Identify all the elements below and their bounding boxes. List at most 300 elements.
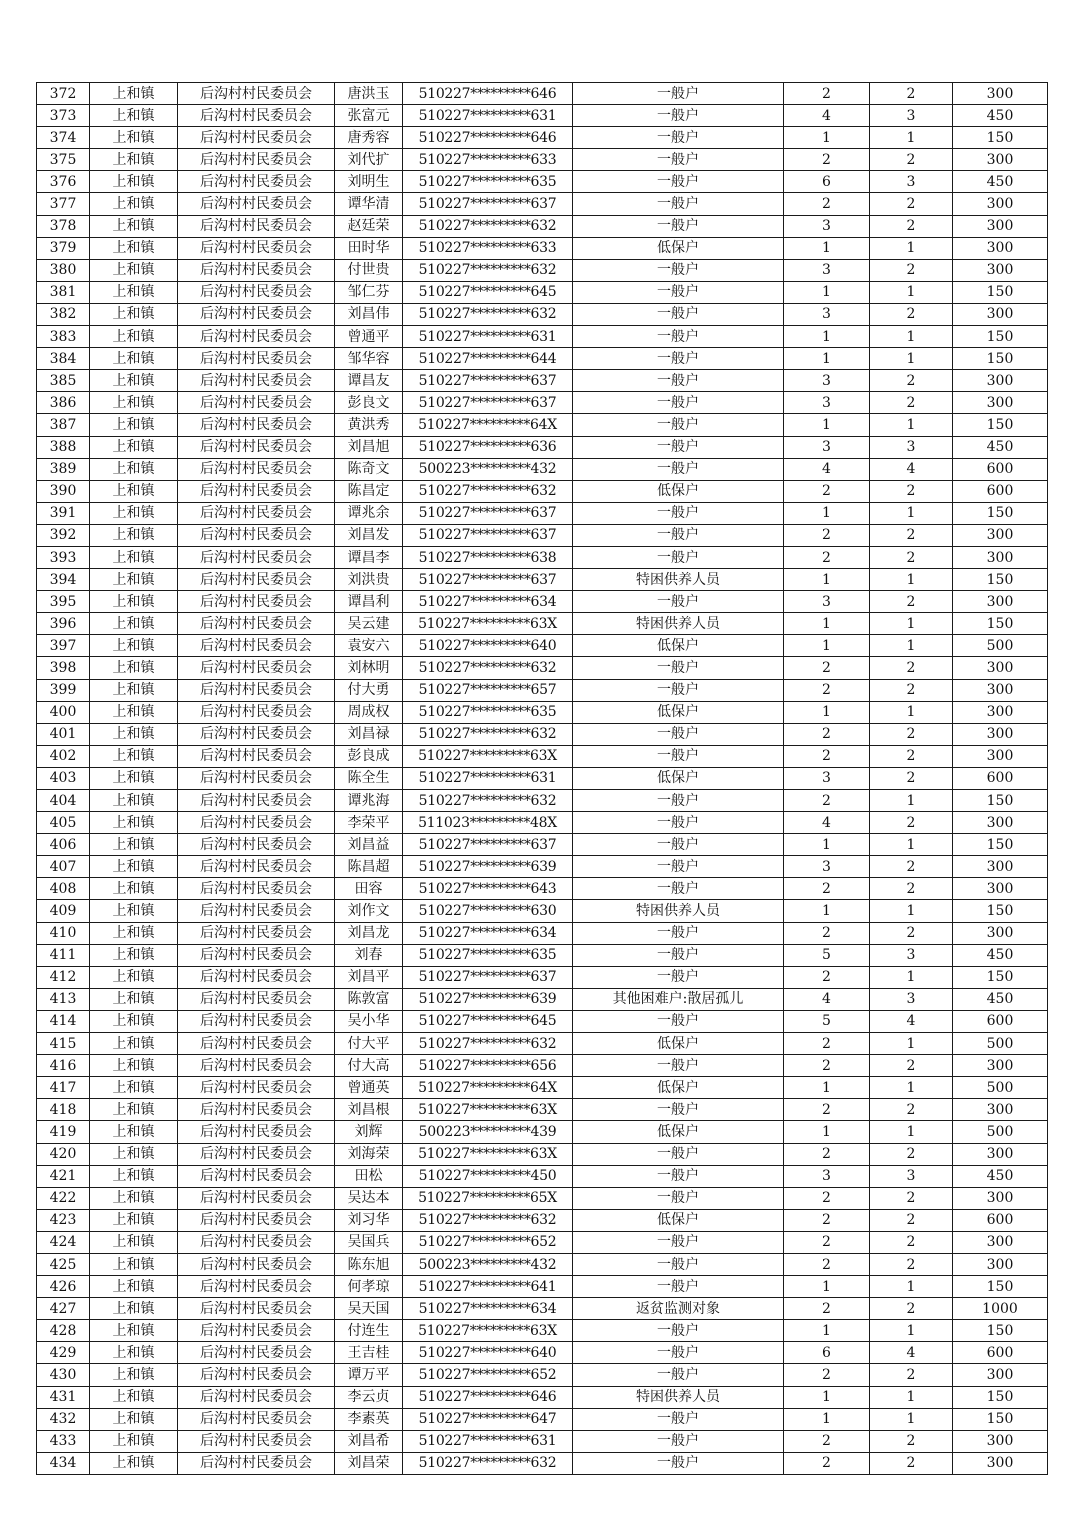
household-size-cell: 1 bbox=[784, 281, 870, 303]
table-row bbox=[37, 436, 1048, 458]
aided-count-cell: 2 bbox=[870, 480, 953, 502]
id-number-cell: 511023*********48X bbox=[403, 812, 573, 834]
aided-count-cell: 4 bbox=[870, 1342, 953, 1364]
household-type-cell: 一般户 bbox=[573, 149, 784, 171]
row-number-cell: 427 bbox=[37, 1298, 90, 1320]
amount-cell: 150 bbox=[953, 834, 1048, 856]
household-size-cell: 3 bbox=[784, 215, 870, 237]
name-cell: 袁安六 bbox=[335, 635, 403, 657]
household-size-cell: 2 bbox=[784, 1364, 870, 1386]
name-cell: 何孝琼 bbox=[335, 1276, 403, 1298]
amount-cell: 300 bbox=[953, 303, 1048, 325]
table-row bbox=[37, 569, 1048, 591]
household-size-cell: 1 bbox=[784, 1077, 870, 1099]
household-type-cell: 一般户 bbox=[573, 966, 784, 988]
id-number-cell: 510227*********657 bbox=[403, 679, 573, 701]
row-number-cell: 434 bbox=[37, 1452, 90, 1474]
row-number-cell: 417 bbox=[37, 1077, 90, 1099]
table-row bbox=[37, 679, 1048, 701]
table-row bbox=[37, 1231, 1048, 1253]
village-committee-cell: 后沟村村民委员会 bbox=[178, 1010, 335, 1032]
name-cell: 吴云建 bbox=[335, 613, 403, 635]
amount-cell: 300 bbox=[953, 546, 1048, 568]
village-committee-cell: 后沟村村民委员会 bbox=[178, 1276, 335, 1298]
village-committee-cell: 后沟村村民委员会 bbox=[178, 105, 335, 127]
aided-count-cell: 2 bbox=[870, 591, 953, 613]
name-cell: 刘昌发 bbox=[335, 524, 403, 546]
amount-cell: 500 bbox=[953, 635, 1048, 657]
name-cell: 刘春 bbox=[335, 944, 403, 966]
name-cell: 付世贵 bbox=[335, 259, 403, 281]
aided-count-cell: 2 bbox=[870, 392, 953, 414]
name-cell: 付大高 bbox=[335, 1055, 403, 1077]
village-committee-cell: 后沟村村民委员会 bbox=[178, 922, 335, 944]
name-cell: 谭昌友 bbox=[335, 370, 403, 392]
town-cell: 上和镇 bbox=[90, 215, 178, 237]
table-row bbox=[37, 83, 1048, 105]
row-number-cell: 383 bbox=[37, 326, 90, 348]
id-number-cell: 510227*********632 bbox=[403, 1209, 573, 1231]
table-row bbox=[37, 259, 1048, 281]
amount-cell: 600 bbox=[953, 1209, 1048, 1231]
row-number-cell: 382 bbox=[37, 303, 90, 325]
amount-cell: 300 bbox=[953, 1253, 1048, 1275]
town-cell: 上和镇 bbox=[90, 1452, 178, 1474]
household-type-cell: 一般户 bbox=[573, 1320, 784, 1342]
household-type-cell: 一般户 bbox=[573, 723, 784, 745]
town-cell: 上和镇 bbox=[90, 701, 178, 723]
town-cell: 上和镇 bbox=[90, 414, 178, 436]
household-size-cell: 2 bbox=[784, 1298, 870, 1320]
name-cell: 付大平 bbox=[335, 1033, 403, 1055]
table-row bbox=[37, 701, 1048, 723]
household-size-cell: 2 bbox=[784, 1187, 870, 1209]
name-cell: 吴国兵 bbox=[335, 1231, 403, 1253]
town-cell: 上和镇 bbox=[90, 922, 178, 944]
aided-count-cell: 2 bbox=[870, 1298, 953, 1320]
household-size-cell: 3 bbox=[784, 591, 870, 613]
village-committee-cell: 后沟村村民委员会 bbox=[178, 591, 335, 613]
household-type-cell: 一般户 bbox=[573, 392, 784, 414]
name-cell: 谭华清 bbox=[335, 193, 403, 215]
row-number-cell: 407 bbox=[37, 856, 90, 878]
village-committee-cell: 后沟村村民委员会 bbox=[178, 414, 335, 436]
household-size-cell: 4 bbox=[784, 458, 870, 480]
village-committee-cell: 后沟村村民委员会 bbox=[178, 944, 335, 966]
row-number-cell: 413 bbox=[37, 988, 90, 1010]
table-row bbox=[37, 812, 1048, 834]
amount-cell: 450 bbox=[953, 988, 1048, 1010]
row-number-cell: 426 bbox=[37, 1276, 90, 1298]
household-size-cell: 2 bbox=[784, 1231, 870, 1253]
amount-cell: 600 bbox=[953, 767, 1048, 789]
aided-count-cell: 2 bbox=[870, 878, 953, 900]
aided-count-cell: 2 bbox=[870, 303, 953, 325]
amount-cell: 300 bbox=[953, 149, 1048, 171]
table-row bbox=[37, 1143, 1048, 1165]
table-row bbox=[37, 524, 1048, 546]
household-type-cell: 一般户 bbox=[573, 812, 784, 834]
village-committee-cell: 后沟村村民委员会 bbox=[178, 679, 335, 701]
household-size-cell: 4 bbox=[784, 105, 870, 127]
aided-count-cell: 1 bbox=[870, 348, 953, 370]
id-number-cell: 510227*********63X bbox=[403, 1320, 573, 1342]
aided-count-cell: 1 bbox=[870, 635, 953, 657]
name-cell: 刘海荣 bbox=[335, 1143, 403, 1165]
village-committee-cell: 后沟村村民委员会 bbox=[178, 1320, 335, 1342]
household-type-cell: 一般户 bbox=[573, 1099, 784, 1121]
household-type-cell: 一般户 bbox=[573, 1231, 784, 1253]
name-cell: 刘林明 bbox=[335, 657, 403, 679]
household-type-cell: 低保户 bbox=[573, 1077, 784, 1099]
name-cell: 吴小华 bbox=[335, 1010, 403, 1032]
aided-count-cell: 2 bbox=[870, 1231, 953, 1253]
village-committee-cell: 后沟村村民委员会 bbox=[178, 1121, 335, 1143]
amount-cell: 300 bbox=[953, 215, 1048, 237]
town-cell: 上和镇 bbox=[90, 1253, 178, 1275]
household-size-cell: 2 bbox=[784, 723, 870, 745]
id-number-cell: 510227*********631 bbox=[403, 105, 573, 127]
row-number-cell: 392 bbox=[37, 524, 90, 546]
village-committee-cell: 后沟村村民委员会 bbox=[178, 900, 335, 922]
household-size-cell: 1 bbox=[784, 1121, 870, 1143]
row-number-cell: 381 bbox=[37, 281, 90, 303]
village-committee-cell: 后沟村村民委员会 bbox=[178, 1209, 335, 1231]
amount-cell: 500 bbox=[953, 1121, 1048, 1143]
household-type-cell: 低保户 bbox=[573, 635, 784, 657]
town-cell: 上和镇 bbox=[90, 1121, 178, 1143]
household-type-cell: 低保户 bbox=[573, 480, 784, 502]
village-committee-cell: 后沟村村民委员会 bbox=[178, 1342, 335, 1364]
name-cell: 唐秀容 bbox=[335, 127, 403, 149]
table-row bbox=[37, 745, 1048, 767]
name-cell: 刘昌益 bbox=[335, 834, 403, 856]
table-row bbox=[37, 988, 1048, 1010]
id-number-cell: 510227*********639 bbox=[403, 856, 573, 878]
town-cell: 上和镇 bbox=[90, 436, 178, 458]
town-cell: 上和镇 bbox=[90, 370, 178, 392]
amount-cell: 150 bbox=[953, 613, 1048, 635]
table-row bbox=[37, 1430, 1048, 1452]
village-committee-cell: 后沟村村民委员会 bbox=[178, 259, 335, 281]
household-type-cell: 一般户 bbox=[573, 679, 784, 701]
aided-count-cell: 2 bbox=[870, 1430, 953, 1452]
name-cell: 曾通英 bbox=[335, 1077, 403, 1099]
household-size-cell: 3 bbox=[784, 436, 870, 458]
amount-cell: 300 bbox=[953, 701, 1048, 723]
table-row bbox=[37, 348, 1048, 370]
name-cell: 黄洪秀 bbox=[335, 414, 403, 436]
household-size-cell: 3 bbox=[784, 767, 870, 789]
id-number-cell: 510227*********637 bbox=[403, 524, 573, 546]
aided-count-cell: 1 bbox=[870, 834, 953, 856]
town-cell: 上和镇 bbox=[90, 569, 178, 591]
table-row bbox=[37, 966, 1048, 988]
household-size-cell: 2 bbox=[784, 790, 870, 812]
id-number-cell: 510227*********632 bbox=[403, 480, 573, 502]
aided-count-cell: 2 bbox=[870, 723, 953, 745]
town-cell: 上和镇 bbox=[90, 723, 178, 745]
town-cell: 上和镇 bbox=[90, 127, 178, 149]
table-row bbox=[37, 215, 1048, 237]
aided-count-cell: 4 bbox=[870, 458, 953, 480]
household-type-cell: 特困供养人员 bbox=[573, 1386, 784, 1408]
household-size-cell: 1 bbox=[784, 1408, 870, 1430]
town-cell: 上和镇 bbox=[90, 900, 178, 922]
village-committee-cell: 后沟村村民委员会 bbox=[178, 1452, 335, 1474]
town-cell: 上和镇 bbox=[90, 1055, 178, 1077]
document-page bbox=[36, 82, 1047, 1475]
name-cell: 张富元 bbox=[335, 105, 403, 127]
town-cell: 上和镇 bbox=[90, 105, 178, 127]
village-committee-cell: 后沟村村民委员会 bbox=[178, 127, 335, 149]
id-number-cell: 510227*********633 bbox=[403, 237, 573, 259]
row-number-cell: 395 bbox=[37, 591, 90, 613]
name-cell: 邹仁芬 bbox=[335, 281, 403, 303]
amount-cell: 300 bbox=[953, 591, 1048, 613]
amount-cell: 150 bbox=[953, 281, 1048, 303]
household-size-cell: 6 bbox=[784, 171, 870, 193]
id-number-cell: 510227*********631 bbox=[403, 767, 573, 789]
town-cell: 上和镇 bbox=[90, 1010, 178, 1032]
household-type-cell: 一般户 bbox=[573, 1342, 784, 1364]
village-committee-cell: 后沟村村民委员会 bbox=[178, 812, 335, 834]
village-committee-cell: 后沟村村民委员会 bbox=[178, 370, 335, 392]
aided-count-cell: 2 bbox=[870, 1143, 953, 1165]
name-cell: 谭昌李 bbox=[335, 546, 403, 568]
town-cell: 上和镇 bbox=[90, 458, 178, 480]
row-number-cell: 386 bbox=[37, 392, 90, 414]
town-cell: 上和镇 bbox=[90, 171, 178, 193]
id-number-cell: 510227*********634 bbox=[403, 1298, 573, 1320]
household-size-cell: 3 bbox=[784, 392, 870, 414]
table-row bbox=[37, 834, 1048, 856]
village-committee-cell: 后沟村村民委员会 bbox=[178, 1253, 335, 1275]
table-row bbox=[37, 591, 1048, 613]
town-cell: 上和镇 bbox=[90, 83, 178, 105]
household-size-cell: 2 bbox=[784, 193, 870, 215]
aided-count-cell: 2 bbox=[870, 767, 953, 789]
town-cell: 上和镇 bbox=[90, 1187, 178, 1209]
row-number-cell: 377 bbox=[37, 193, 90, 215]
household-type-cell: 一般户 bbox=[573, 1143, 784, 1165]
row-number-cell: 379 bbox=[37, 237, 90, 259]
household-size-cell: 1 bbox=[784, 237, 870, 259]
aided-count-cell: 1 bbox=[870, 1408, 953, 1430]
id-number-cell: 510227*********637 bbox=[403, 370, 573, 392]
household-type-cell: 其他困难户:散居孤儿 bbox=[573, 988, 784, 1010]
town-cell: 上和镇 bbox=[90, 613, 178, 635]
id-number-cell: 510227*********64X bbox=[403, 1077, 573, 1099]
aided-count-cell: 2 bbox=[870, 1452, 953, 1474]
town-cell: 上和镇 bbox=[90, 767, 178, 789]
aided-count-cell: 1 bbox=[870, 1033, 953, 1055]
table-row bbox=[37, 1408, 1048, 1430]
household-size-cell: 3 bbox=[784, 1165, 870, 1187]
household-type-cell: 一般户 bbox=[573, 105, 784, 127]
id-number-cell: 510227*********656 bbox=[403, 1055, 573, 1077]
table-row bbox=[37, 1452, 1048, 1474]
amount-cell: 150 bbox=[953, 127, 1048, 149]
row-number-cell: 422 bbox=[37, 1187, 90, 1209]
aided-count-cell: 1 bbox=[870, 1121, 953, 1143]
table-row bbox=[37, 127, 1048, 149]
town-cell: 上和镇 bbox=[90, 944, 178, 966]
row-number-cell: 409 bbox=[37, 900, 90, 922]
row-number-cell: 421 bbox=[37, 1165, 90, 1187]
household-size-cell: 2 bbox=[784, 922, 870, 944]
household-type-cell: 一般户 bbox=[573, 458, 784, 480]
household-size-cell: 1 bbox=[784, 635, 870, 657]
household-size-cell: 3 bbox=[784, 856, 870, 878]
row-number-cell: 401 bbox=[37, 723, 90, 745]
household-type-cell: 一般户 bbox=[573, 83, 784, 105]
name-cell: 赵廷荣 bbox=[335, 215, 403, 237]
name-cell: 谭昌利 bbox=[335, 591, 403, 613]
table-row bbox=[37, 237, 1048, 259]
name-cell: 刘辉 bbox=[335, 1121, 403, 1143]
village-committee-cell: 后沟村村民委员会 bbox=[178, 326, 335, 348]
amount-cell: 300 bbox=[953, 812, 1048, 834]
id-number-cell: 510227*********641 bbox=[403, 1276, 573, 1298]
id-number-cell: 510227*********632 bbox=[403, 1033, 573, 1055]
village-committee-cell: 后沟村村民委员会 bbox=[178, 613, 335, 635]
table-row bbox=[37, 149, 1048, 171]
town-cell: 上和镇 bbox=[90, 679, 178, 701]
name-cell: 陈东旭 bbox=[335, 1253, 403, 1275]
village-committee-cell: 后沟村村民委员会 bbox=[178, 1165, 335, 1187]
aided-count-cell: 2 bbox=[870, 1187, 953, 1209]
village-committee-cell: 后沟村村民委员会 bbox=[178, 1408, 335, 1430]
household-type-cell: 一般户 bbox=[573, 1364, 784, 1386]
village-committee-cell: 后沟村村民委员会 bbox=[178, 215, 335, 237]
household-size-cell: 2 bbox=[784, 745, 870, 767]
table-row bbox=[37, 303, 1048, 325]
village-committee-cell: 后沟村村民委员会 bbox=[178, 281, 335, 303]
household-type-cell: 特困供养人员 bbox=[573, 613, 784, 635]
household-type-cell: 一般户 bbox=[573, 1253, 784, 1275]
town-cell: 上和镇 bbox=[90, 1320, 178, 1342]
row-number-cell: 429 bbox=[37, 1342, 90, 1364]
town-cell: 上和镇 bbox=[90, 524, 178, 546]
amount-cell: 300 bbox=[953, 392, 1048, 414]
id-number-cell: 510227*********635 bbox=[403, 944, 573, 966]
table-row bbox=[37, 414, 1048, 436]
household-type-cell: 一般户 bbox=[573, 414, 784, 436]
aided-count-cell: 2 bbox=[870, 546, 953, 568]
town-cell: 上和镇 bbox=[90, 392, 178, 414]
village-committee-cell: 后沟村村民委员会 bbox=[178, 1231, 335, 1253]
id-number-cell: 510227*********652 bbox=[403, 1364, 573, 1386]
aided-count-cell: 2 bbox=[870, 1364, 953, 1386]
village-committee-cell: 后沟村村民委员会 bbox=[178, 834, 335, 856]
household-type-cell: 低保户 bbox=[573, 237, 784, 259]
amount-cell: 300 bbox=[953, 679, 1048, 701]
household-type-cell: 一般户 bbox=[573, 193, 784, 215]
town-cell: 上和镇 bbox=[90, 1099, 178, 1121]
amount-cell: 150 bbox=[953, 414, 1048, 436]
id-number-cell: 510227*********63X bbox=[403, 1143, 573, 1165]
amount-cell: 300 bbox=[953, 1430, 1048, 1452]
aided-count-cell: 2 bbox=[870, 1253, 953, 1275]
household-type-cell: 一般户 bbox=[573, 1408, 784, 1430]
id-number-cell: 510227*********646 bbox=[403, 1386, 573, 1408]
household-size-cell: 1 bbox=[784, 414, 870, 436]
household-type-cell: 低保户 bbox=[573, 1209, 784, 1231]
id-number-cell: 510227*********65X bbox=[403, 1187, 573, 1209]
id-number-cell: 510227*********634 bbox=[403, 922, 573, 944]
household-type-cell: 低保户 bbox=[573, 767, 784, 789]
amount-cell: 450 bbox=[953, 105, 1048, 127]
id-number-cell: 510227*********645 bbox=[403, 1010, 573, 1032]
name-cell: 陈昌定 bbox=[335, 480, 403, 502]
household-type-cell: 一般户 bbox=[573, 215, 784, 237]
aided-count-cell: 2 bbox=[870, 745, 953, 767]
table-row bbox=[37, 458, 1048, 480]
row-number-cell: 431 bbox=[37, 1386, 90, 1408]
name-cell: 刘习华 bbox=[335, 1209, 403, 1231]
row-number-cell: 394 bbox=[37, 569, 90, 591]
village-committee-cell: 后沟村村民委员会 bbox=[178, 458, 335, 480]
household-size-cell: 4 bbox=[784, 812, 870, 834]
row-number-cell: 406 bbox=[37, 834, 90, 856]
household-size-cell: 2 bbox=[784, 1143, 870, 1165]
household-size-cell: 2 bbox=[784, 1033, 870, 1055]
name-cell: 邹华容 bbox=[335, 348, 403, 370]
village-committee-cell: 后沟村村民委员会 bbox=[178, 790, 335, 812]
household-size-cell: 1 bbox=[784, 348, 870, 370]
recipient-table bbox=[36, 82, 1048, 1475]
aided-count-cell: 1 bbox=[870, 281, 953, 303]
aided-count-cell: 3 bbox=[870, 988, 953, 1010]
town-cell: 上和镇 bbox=[90, 657, 178, 679]
id-number-cell: 510227*********632 bbox=[403, 657, 573, 679]
village-committee-cell: 后沟村村民委员会 bbox=[178, 1386, 335, 1408]
amount-cell: 300 bbox=[953, 1143, 1048, 1165]
row-number-cell: 400 bbox=[37, 701, 90, 723]
town-cell: 上和镇 bbox=[90, 1430, 178, 1452]
household-size-cell: 1 bbox=[784, 127, 870, 149]
id-number-cell: 510227*********630 bbox=[403, 900, 573, 922]
village-committee-cell: 后沟村村民委员会 bbox=[178, 701, 335, 723]
village-committee-cell: 后沟村村民委员会 bbox=[178, 1430, 335, 1452]
name-cell: 陈全生 bbox=[335, 767, 403, 789]
id-number-cell: 510227*********635 bbox=[403, 171, 573, 193]
row-number-cell: 408 bbox=[37, 878, 90, 900]
aided-count-cell: 1 bbox=[870, 569, 953, 591]
town-cell: 上和镇 bbox=[90, 193, 178, 215]
village-committee-cell: 后沟村村民委员会 bbox=[178, 1033, 335, 1055]
name-cell: 刘昌希 bbox=[335, 1430, 403, 1452]
name-cell: 李云贞 bbox=[335, 1386, 403, 1408]
household-size-cell: 3 bbox=[784, 303, 870, 325]
row-number-cell: 376 bbox=[37, 171, 90, 193]
household-type-cell: 一般户 bbox=[573, 1430, 784, 1452]
village-committee-cell: 后沟村村民委员会 bbox=[178, 1187, 335, 1209]
village-committee-cell: 后沟村村民委员会 bbox=[178, 524, 335, 546]
household-type-cell: 一般户 bbox=[573, 546, 784, 568]
town-cell: 上和镇 bbox=[90, 1298, 178, 1320]
village-committee-cell: 后沟村村民委员会 bbox=[178, 1298, 335, 1320]
aided-count-cell: 1 bbox=[870, 1276, 953, 1298]
id-number-cell: 500223*********432 bbox=[403, 1253, 573, 1275]
amount-cell: 450 bbox=[953, 944, 1048, 966]
table-row bbox=[37, 657, 1048, 679]
village-committee-cell: 后沟村村民委员会 bbox=[178, 988, 335, 1010]
table-row bbox=[37, 922, 1048, 944]
household-type-cell: 一般户 bbox=[573, 1165, 784, 1187]
row-number-cell: 373 bbox=[37, 105, 90, 127]
